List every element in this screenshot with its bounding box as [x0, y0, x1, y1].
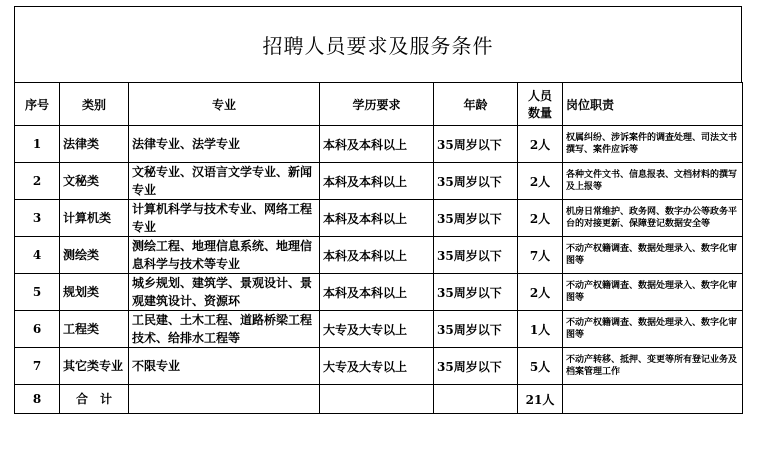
row-category: 计算机类	[60, 200, 129, 237]
table-row	[15, 126, 743, 163]
table-row	[15, 311, 743, 348]
total-empty-duty	[563, 385, 743, 414]
header-category: 类别	[60, 83, 129, 126]
row-category: 测绘类	[60, 237, 129, 274]
header-count	[518, 83, 563, 126]
table-row	[15, 237, 743, 274]
row-major: 文秘专业、汉语言文学专业、新闻专业	[129, 163, 320, 200]
total-row	[15, 385, 743, 414]
row-major: 法律专业、法学专业	[129, 126, 320, 163]
row-duty: 不动产权籍调查、数据处理录入、数字化审图等	[563, 237, 743, 274]
header-no: 序号	[15, 83, 60, 126]
table-row	[15, 274, 743, 311]
row-count: 1人	[518, 311, 563, 348]
total-empty-major	[129, 385, 320, 414]
total-no: 8	[15, 385, 60, 414]
recruitment-sheet	[14, 6, 742, 414]
row-age: 35周岁以下	[434, 237, 518, 274]
header-age: 年龄	[434, 83, 518, 126]
requirements-table	[14, 82, 743, 414]
row-duty: 不动产权籍调查、数据处理录入、数字化审图等	[563, 311, 743, 348]
row-education: 本科及本科以上	[320, 126, 434, 163]
row-education: 本科及本科以上	[320, 237, 434, 274]
header-duty: 岗位职责	[563, 83, 743, 126]
row-age: 35周岁以下	[434, 126, 518, 163]
row-no: 7	[15, 348, 60, 385]
row-category: 其它类专业	[60, 348, 129, 385]
row-duty: 机房日常维护、政务网、数字办公等政务平台的对接更新、保障登记数据安全等	[563, 200, 743, 237]
header-count-line2: 数量	[527, 106, 552, 120]
total-count: 21人	[518, 385, 563, 414]
total-empty-education	[320, 385, 434, 414]
row-major: 测绘工程、地理信息系统、地理信息科学与技术等专业	[129, 237, 320, 274]
table-row	[15, 348, 743, 385]
row-age: 35周岁以下	[434, 274, 518, 311]
row-no: 4	[15, 237, 60, 274]
row-count: 7人	[518, 237, 563, 274]
row-no: 3	[15, 200, 60, 237]
row-age: 35周岁以下	[434, 163, 518, 200]
row-education: 本科及本科以上	[320, 200, 434, 237]
row-duty: 不动产权籍调查、数据处理录入、数字化审图等	[563, 274, 743, 311]
row-duty: 各种文件文书、信息报表、文档材料的撰写及上报等	[563, 163, 743, 200]
row-major: 工民建、土木工程、道路桥梁工程技术、给排水工程等	[129, 311, 320, 348]
row-count: 2人	[518, 126, 563, 163]
row-duty: 权属纠纷、涉诉案件的调查处理、司法文书撰写、案件应诉等	[563, 126, 743, 163]
total-empty-age	[434, 385, 518, 414]
row-count: 2人	[518, 200, 563, 237]
row-count: 2人	[518, 274, 563, 311]
header-education: 学历要求	[320, 83, 434, 126]
table-row	[15, 200, 743, 237]
row-category: 文秘类	[60, 163, 129, 200]
row-no: 5	[15, 274, 60, 311]
row-no: 6	[15, 311, 60, 348]
row-education: 本科及本科以上	[320, 274, 434, 311]
row-major: 不限专业	[129, 348, 320, 385]
table-row	[15, 163, 743, 200]
row-education: 本科及本科以上	[320, 163, 434, 200]
row-category: 规划类	[60, 274, 129, 311]
row-major: 城乡规划、建筑学、景观设计、景观建筑设计、资源环	[129, 274, 320, 311]
row-education: 大专及大专以上	[320, 311, 434, 348]
row-education: 大专及大专以上	[320, 348, 434, 385]
row-no: 2	[15, 163, 60, 200]
row-no: 1	[15, 126, 60, 163]
row-major: 计算机科学与技术专业、网络工程专业	[129, 200, 320, 237]
total-label: 合 计	[60, 385, 129, 414]
header-row	[15, 83, 743, 126]
row-category: 工程类	[60, 311, 129, 348]
header-major: 专业	[129, 83, 320, 126]
row-category: 法律类	[60, 126, 129, 163]
row-age: 35周岁以下	[434, 311, 518, 348]
sheet-title: 招聘人员要求及服务条件	[14, 6, 742, 82]
row-duty: 不动产转移、抵押、变更等所有登记业务及档案管理工作	[563, 348, 743, 385]
header-count-line1: 人员	[527, 89, 552, 103]
row-age: 35周岁以下	[434, 200, 518, 237]
row-count: 5人	[518, 348, 563, 385]
row-age: 35周岁以下	[434, 348, 518, 385]
row-count: 2人	[518, 163, 563, 200]
